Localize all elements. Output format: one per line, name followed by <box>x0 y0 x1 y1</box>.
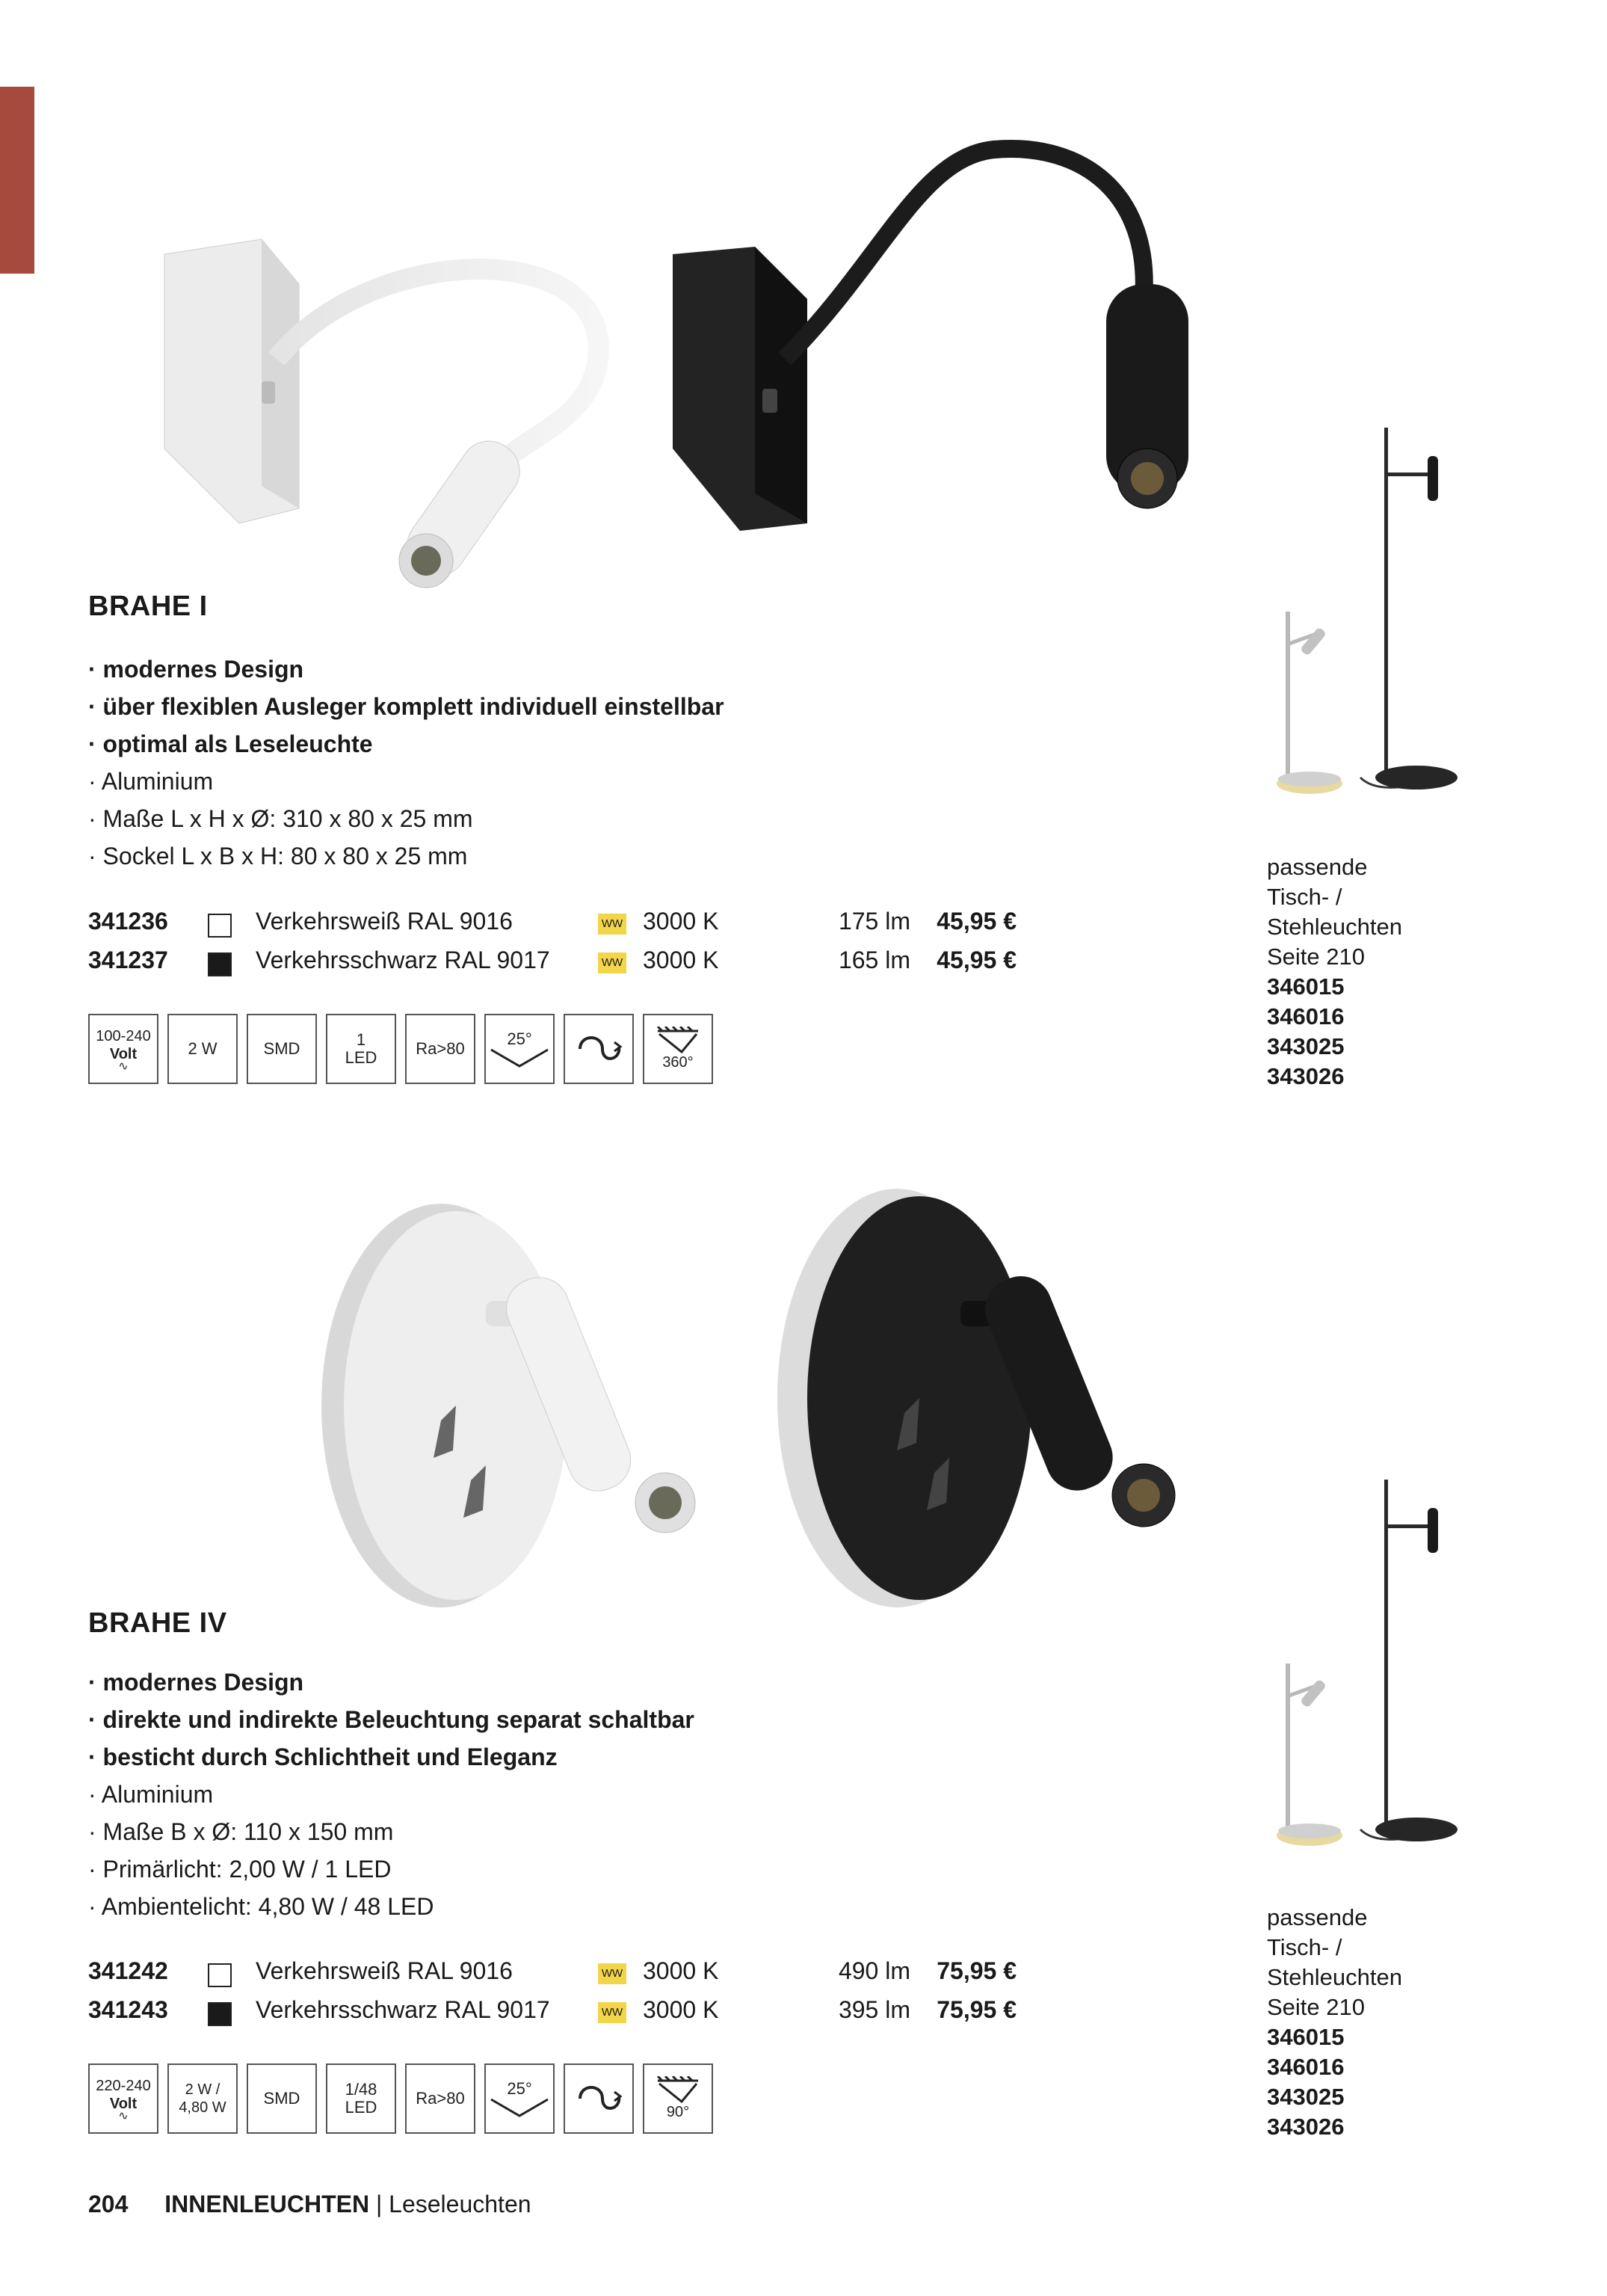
ra-index-icon: Ra>80 <box>405 2063 475 2134</box>
beam-angle-value: 25° <box>507 2079 532 2098</box>
color-swatch-black <box>208 952 232 976</box>
article-number: 341236 <box>88 908 168 935</box>
feature-item: · modernes Design <box>88 1663 694 1701</box>
side-photo-table-floor-lamps-1 <box>1271 426 1465 815</box>
wattage-value: 4,80 W <box>179 2099 226 2116</box>
feature-list <box>88 1663 694 1925</box>
product-photo-brahe-iv-black <box>770 1166 1188 1615</box>
color-name: Verkehrsweiß RAL 9016 <box>256 1957 513 1984</box>
smd-icon: SMD <box>247 1014 317 1084</box>
matching-article-number: 346016 <box>1267 1003 1345 1029</box>
lumen: 165 lm <box>838 947 910 973</box>
note-line: Tisch- / <box>1267 1934 1342 1960</box>
volt-label: Volt <box>109 2096 138 2112</box>
matching-article-number: 346015 <box>1267 2024 1345 2050</box>
warm-white-badge: WW <box>598 952 626 973</box>
price: 45,95 € <box>937 947 1017 973</box>
beam-angle-icon <box>484 1014 555 1084</box>
feature-item: · besticht durch Schlichtheit und Eleganz <box>88 1738 694 1776</box>
page-number: 204 <box>88 2191 129 2217</box>
product-title: BRAHE IV <box>88 1607 227 1639</box>
led-count-icon <box>326 2063 396 2134</box>
voltage-value: 220-240 <box>96 2078 151 2094</box>
smd-icon: SMD <box>247 2063 317 2134</box>
footer-separator: | <box>375 2191 383 2217</box>
feature-item: · optimal als Leseleuchte <box>88 725 724 763</box>
wattage-value: 2 W / <box>185 2081 220 2098</box>
matching-lamps-note <box>1267 852 1402 1092</box>
lumen: 175 lm <box>838 908 910 935</box>
led-label: LED <box>345 2098 377 2117</box>
feature-item: · modernes Design <box>88 650 724 688</box>
note-line: Tisch- / <box>1267 884 1342 910</box>
adjustable-rotate-icon <box>564 2063 634 2134</box>
rotation-angle-value: 360° <box>662 1054 694 1071</box>
feature-item: · Maße B x Ø: 110 x 150 mm <box>88 1813 694 1850</box>
note-line: Seite 210 <box>1267 1994 1365 2020</box>
note-line: Stehleuchten <box>1267 914 1402 940</box>
feature-item: · Ambientelicht: 4,80 W / 48 LED <box>88 1888 694 1925</box>
price: 45,95 € <box>937 908 1017 935</box>
feature-item: · Primärlicht: 2,00 W / 1 LED <box>88 1850 694 1888</box>
article-number: 341242 <box>88 1957 168 1984</box>
color-name: Verkehrsschwarz RAL 9017 <box>256 1996 550 2023</box>
product-photo-brahe-iv-white <box>306 1181 710 1615</box>
feature-list <box>88 650 724 875</box>
note-line: passende <box>1267 854 1368 880</box>
voltage-icon: 100-240 Volt ∿ <box>88 1014 158 1084</box>
footer-subcategory: Leseleuchten <box>389 2191 531 2217</box>
beam-angle-icon <box>484 2063 555 2134</box>
matching-lamps-note <box>1267 1903 1402 2142</box>
side-photo-table-floor-lamps-2 <box>1271 1477 1465 1865</box>
product-title: BRAHE I <box>88 591 208 622</box>
feature-item: · Maße L x H x Ø: 310 x 80 x 25 mm <box>88 800 724 837</box>
section-tab-marker <box>0 87 34 274</box>
variant-row <box>88 947 1023 985</box>
matching-article-number: 343026 <box>1267 1063 1345 1089</box>
matching-article-number: 343025 <box>1267 2084 1345 2110</box>
adjustable-rotate-icon <box>564 1014 634 1084</box>
product-photo-brahe-i-white <box>149 135 628 613</box>
product-photo-brahe-i-black <box>658 135 1226 553</box>
footer-category: INNENLEUCHTEN <box>164 2191 370 2217</box>
note-line: Seite 210 <box>1267 944 1365 970</box>
note-line: passende <box>1267 1904 1368 1930</box>
color-temperature: 3000 K <box>643 947 719 973</box>
price: 75,95 € <box>937 1996 1017 2023</box>
matching-article-number: 343025 <box>1267 1033 1345 1059</box>
feature-item: · direkte und indirekte Beleuchtung separat schaltbar <box>88 1701 694 1738</box>
wattage-icon <box>167 2063 238 2134</box>
led-label: LED <box>345 1048 377 1067</box>
variant-row <box>88 908 1023 947</box>
rotation-angle-value: 90° <box>666 2104 690 2120</box>
matching-article-number: 346016 <box>1267 2054 1345 2080</box>
rotation-angle-icon <box>643 2063 713 2134</box>
voltage-icon: 220-240 Volt ∿ <box>88 2063 158 2134</box>
variant-row <box>88 1957 1023 1996</box>
led-count-value: 1/48 <box>345 2080 377 2099</box>
page-footer <box>88 2191 531 2218</box>
warm-white-badge: WW <box>598 1963 626 1984</box>
feature-item: · Sockel L x B x H: 80 x 80 x 25 mm <box>88 837 724 875</box>
matching-article-number: 346015 <box>1267 973 1345 1000</box>
color-swatch-white <box>208 1963 232 1987</box>
feature-item: · Aluminium <box>88 763 724 800</box>
lumen: 490 lm <box>838 1957 910 1984</box>
led-count-value: 1 <box>356 1030 366 1049</box>
color-temperature: 3000 K <box>643 1996 719 2023</box>
volt-label: Volt <box>109 1046 138 1062</box>
wattage-icon: 2 W <box>167 1014 238 1084</box>
feature-item: · Aluminium <box>88 1776 694 1813</box>
warm-white-badge: WW <box>598 914 626 935</box>
color-name: Verkehrsschwarz RAL 9017 <box>256 947 550 973</box>
ra-index-icon: Ra>80 <box>405 1014 475 1084</box>
price: 75,95 € <box>937 1957 1017 1984</box>
beam-angle-value: 25° <box>507 1029 532 1048</box>
warm-white-badge: WW <box>598 2002 626 2023</box>
color-temperature: 3000 K <box>643 908 719 935</box>
matching-article-number: 343026 <box>1267 2114 1345 2140</box>
variant-row <box>88 1996 1023 2035</box>
color-swatch-white <box>208 914 232 938</box>
article-number: 341237 <box>88 947 168 973</box>
color-swatch-black <box>208 2002 232 2026</box>
rotation-angle-icon <box>643 1014 713 1084</box>
lumen: 395 lm <box>838 1996 910 2023</box>
color-name: Verkehrsweiß RAL 9016 <box>256 908 513 935</box>
color-temperature: 3000 K <box>643 1957 719 1984</box>
led-count-icon <box>326 1014 396 1084</box>
feature-item: · über flexiblen Ausleger komplett individuell einstellbar <box>88 688 724 725</box>
article-number: 341243 <box>88 1996 168 2023</box>
voltage-value: 100-240 <box>96 1028 151 1044</box>
note-line: Stehleuchten <box>1267 1964 1402 1990</box>
